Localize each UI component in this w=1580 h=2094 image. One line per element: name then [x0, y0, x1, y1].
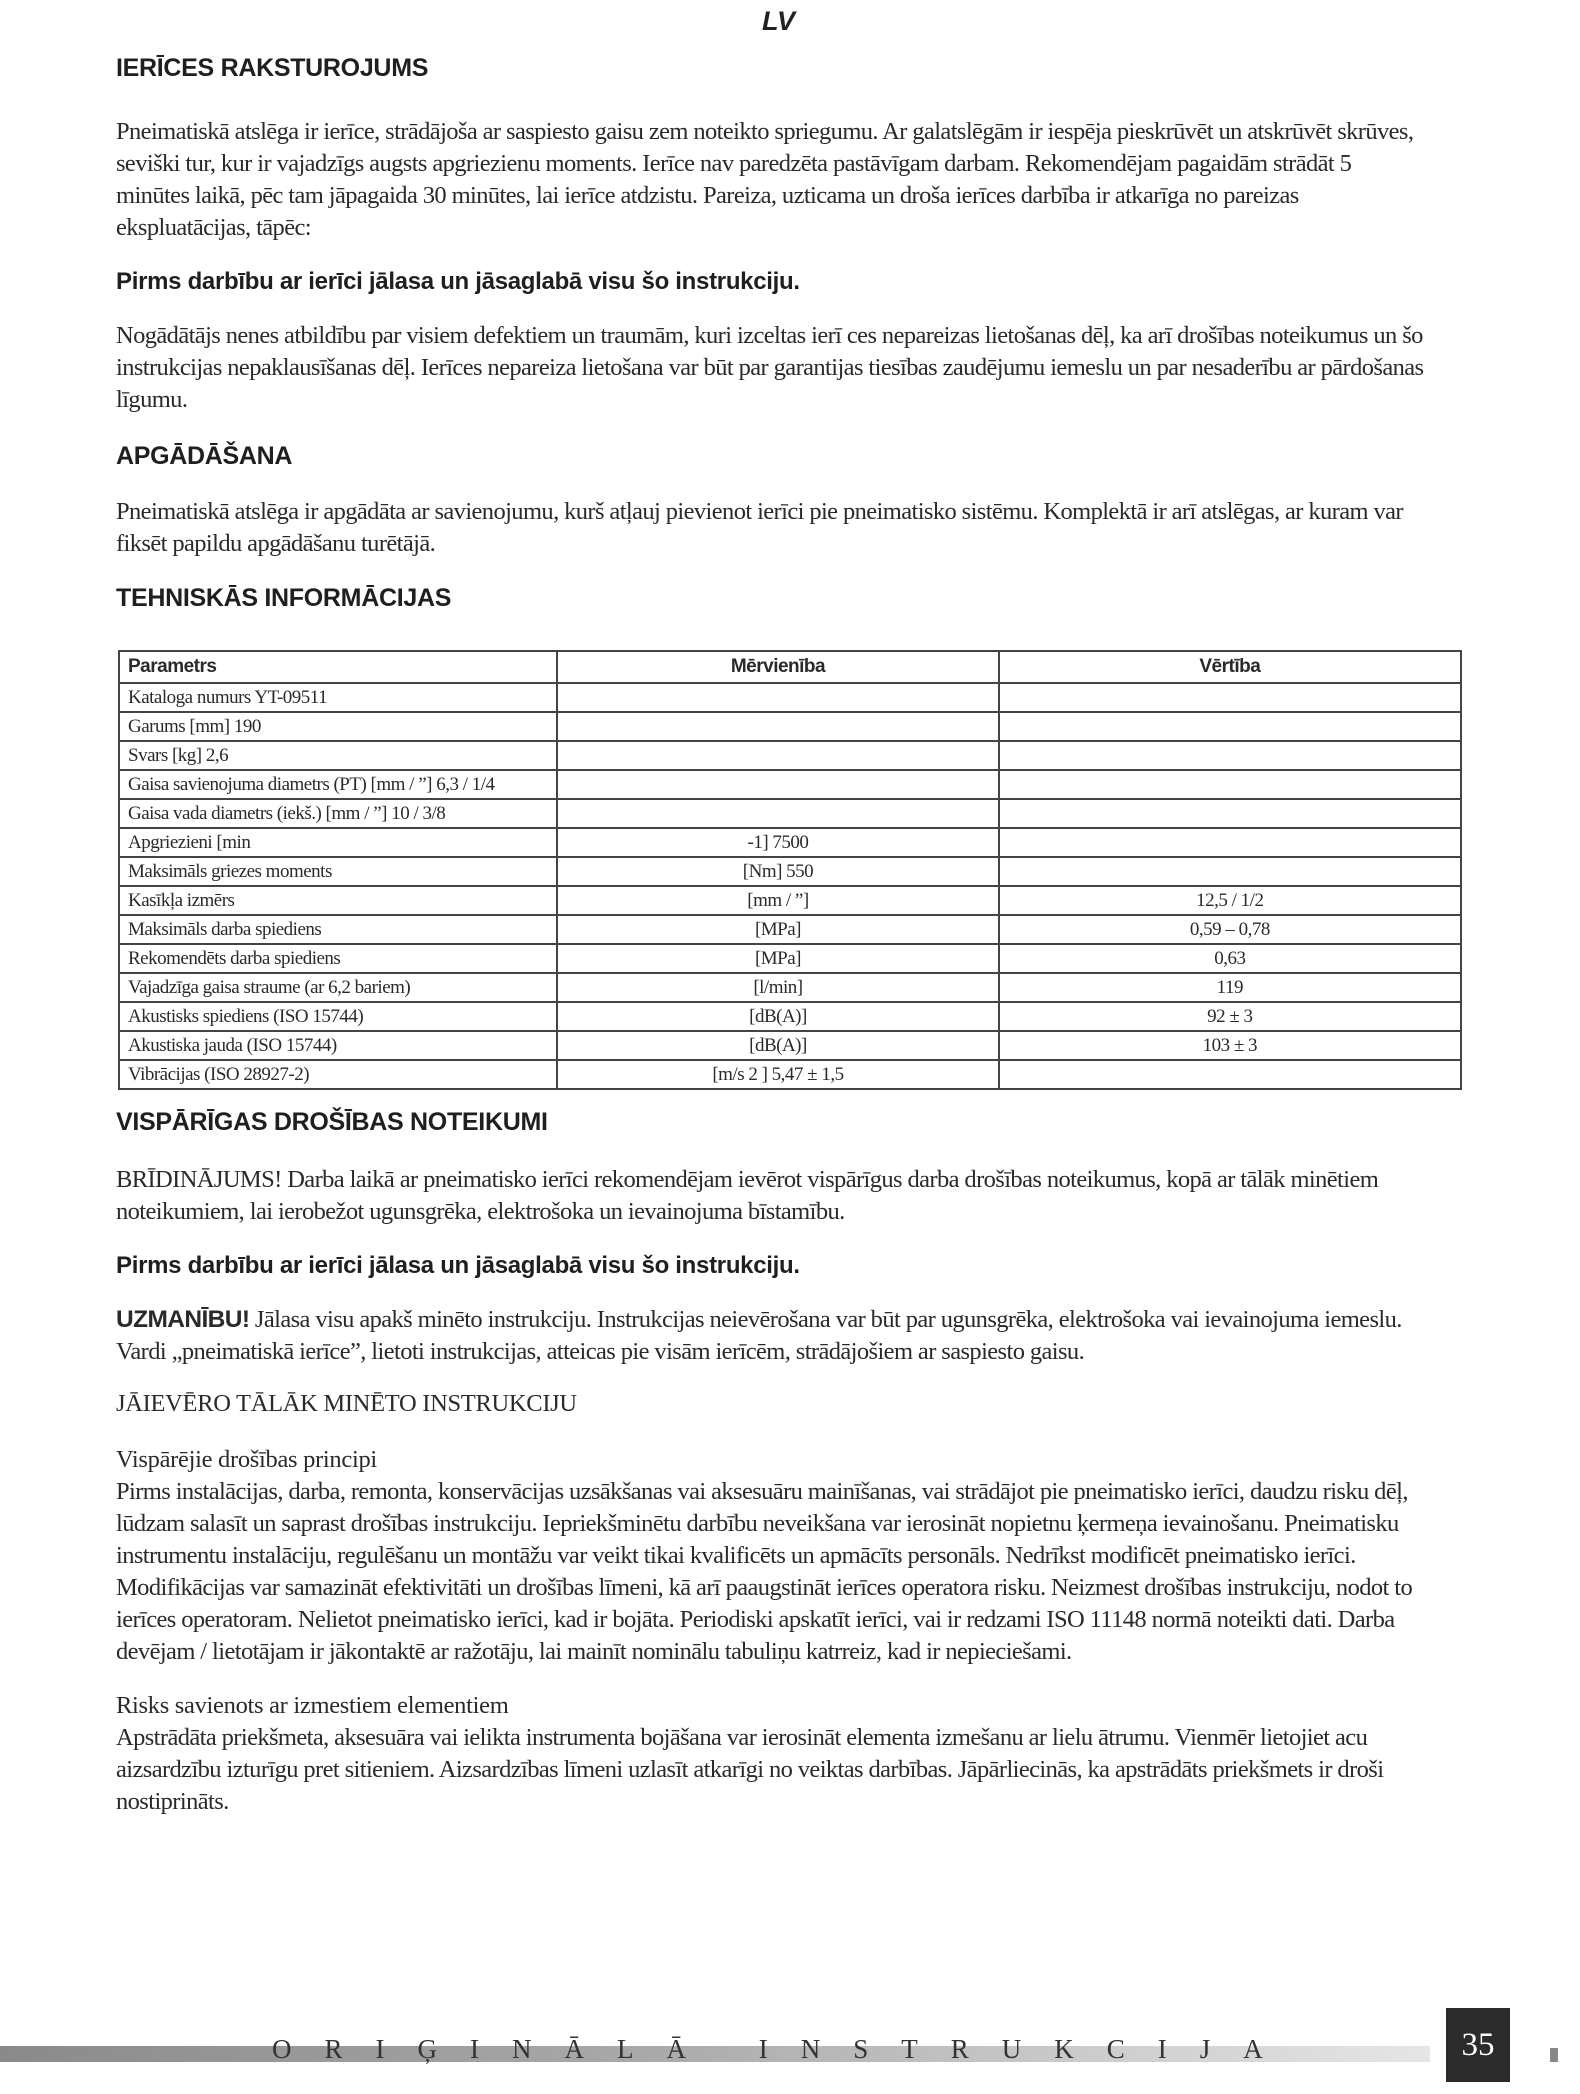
table-cell-unit: [dB(A)] [557, 1002, 998, 1031]
table-cell-unit: [Nm] 550 [557, 857, 998, 886]
equipment-paragraph: Pneimatiskā atslēga ir apgādāta ar savienojumu, kurš atļauj pievienot ierīci pie pneimatisko sistēmu. Komplektā ir arī atslēgas, ar kuram var fiksēt papildu apgādāšanu turētājā. [116, 498, 1403, 557]
table-cell-value: 119 [999, 973, 1461, 1002]
table-header-row [119, 651, 1461, 683]
table-cell-parameter: Rekomendēts darba spiediens [119, 944, 557, 973]
table-row [119, 741, 1461, 770]
table-cell-parameter: Maksimāls griezes moments [119, 857, 557, 886]
attention-text: Jālasa visu apakš minēto instrukciju. Instrukcijas neievērošana var būt par ugunsgrēka, elektrošoka vai ievainojuma iemeslu. Vardi „pneimatiskā ierīce”, lietoti instrukcijas, atteicas pie visām ierīcēm, strādājošiem ar saspiesto gaisu. [116, 1306, 1402, 1365]
table-cell-unit: [dB(A)] [557, 1031, 998, 1060]
footer-edge-mark [1550, 2048, 1558, 2062]
section-heading-safety: VISPĀRĪGAS DROŠĪBAS NOTEIKUMI [116, 1108, 548, 1136]
table-cell-unit [557, 683, 998, 712]
table-cell-value [999, 799, 1461, 828]
section-heading-technical: TEHNISKĀS INFORMĀCIJAS [116, 584, 452, 612]
table-cell-unit: [MPa] [557, 915, 998, 944]
table-row [119, 886, 1461, 915]
table-cell-value [999, 857, 1461, 886]
table-row [119, 1060, 1461, 1089]
principles-paragraph: Pirms instalācijas, darba, remonta, konservācijas uzsākšanas vai aksesuāru mainīšanas, vai strādājot pie pneimatisko ierīci, daudzu risku dēļ, lūdzam salasīt un saprast drošības instrukciju. Iepriekšminētu darbību neveikšana var ierosināt nopietnu ķermeņa ievainošanu. Pneimatisku instrumentu instalāciju, regulēšanu un montāžu var veikt tikai kvalificēts un apmācīts personāls. Nedrīkst modificēt pneimatisko ierīci. Modifikācijas var samazināt efektivitāti un drošības līmeni, kā arī paaugstināt ierīces operatora risku. Neizmest drošības instrukciju, nodot to ierīces operatoram. Nelietot pneimatisko ierīci, kad ir bojāta. Periodiski apskatīt ierīci, vai ir redzami ISO 11148 normā noteikti dati. Darba devējam / lietotājam ir jākontaktē ar ražotāju, lai mainīt nominālu tabuliņu katrreiz, kad ir nepieciešami. [116, 1478, 1413, 1665]
table-cell-parameter: Gaisa savienojuma diametrs (PT) [mm / ”] 6,3 / 1/4 [119, 770, 557, 799]
table-cell-parameter: Gaisa vada diametrs (iekš.) [mm / ”] 10 / 3/8 [119, 799, 557, 828]
characteristics-paragraph: Pneimatiskā atslēga ir ierīce, strādājoša ar saspiesto gaisu zem noteikto spriegumu. Ar galatslēgām ir iespēja pieskrūvēt un atskrūvēt skrūves, seviški tur, kur ir vajadzīgs augsts apgriezienu moments. Ierīce nav paredzēta pastāvīgam darbam. Rekomendējam pagaidām strādāt 5 minūtes laikā, pēc tam jāpagaida 30 minūtes, lai ierīce atdzistu. Pareiza, uzticama un droša ierīces darbība ir atkarīga no pareizas ekspluatācijas, tāpēc: [116, 118, 1414, 241]
table-cell-parameter: Kasīkļa izmērs [119, 886, 557, 915]
table-cell-value [999, 828, 1461, 857]
characteristics-bold-note: Pirms darbību ar ierīci jālasa un jāsaglabā visu šo instrukciju. [116, 268, 800, 295]
table-cell-unit [557, 741, 998, 770]
table-cell-value: 0,63 [999, 944, 1461, 973]
table-row [119, 828, 1461, 857]
section-heading-equipment: APGĀDĀŠANA [116, 442, 293, 470]
table-cell-unit [557, 770, 998, 799]
liability-paragraph: Nogādātājs nenes atbildību par visiem defektiem un traumām, kuri izceltas ierī ces nepareizas lietošanas dēļ, ka arī drošības noteikumus un šo instrukcijas nepaklausīšanas dēļ. Ierīces nepareiza lietošana var būt par garantijas tiesības zaudējumu iemeslu un par nesaderību ar pārdošanas līgumu. [116, 322, 1424, 413]
header-parameter: Parametrs [119, 651, 557, 683]
table-cell-value [999, 712, 1461, 741]
table-cell-parameter: Vibrācijas (ISO 28927-2) [119, 1060, 557, 1089]
attention-paragraph [116, 1304, 1426, 1368]
table-cell-unit: [mm / ”] [557, 886, 998, 915]
table-cell-value: 12,5 / 1/2 [999, 886, 1461, 915]
table-cell-parameter: Svars [kg] 2,6 [119, 741, 557, 770]
table-cell-unit: [m/s 2 ] 5,47 ± 1,5 [557, 1060, 998, 1089]
safety-warning-paragraph: BRĪDINĀJUMS! Darba laikā ar pneimatisko ierīci rekomendējam ievērot vispārīgus darba drošības noteikumus, kopā ar tālāk minētiem noteikumiem, lai ierobežot ugunsgrēka, elektrošoka un ievainojuma bīstamību. [116, 1166, 1379, 1225]
table-cell-unit [557, 799, 998, 828]
follow-instructions-heading: JĀIEVĒRO TĀLĀK MINĒTO INSTRUKCIJU [116, 1390, 577, 1417]
table-cell-parameter: Garums [mm] 190 [119, 712, 557, 741]
table-cell-parameter: Vajadzīga gaisa straume (ar 6,2 bariem) [119, 973, 557, 1002]
table-cell-parameter: Maksimāls darba spiediens [119, 915, 557, 944]
table-row [119, 770, 1461, 799]
language-code: LV [762, 6, 796, 36]
table-cell-unit: [MPa] [557, 944, 998, 973]
attention-label: UZMANĪBU! [116, 1306, 250, 1333]
safety-bold-note: Pirms darbību ar ierīci jālasa un jāsaglabā visu šo instrukciju. [116, 1252, 800, 1279]
table-row [119, 1031, 1461, 1060]
table-row [119, 683, 1461, 712]
table-cell-value [999, 1060, 1461, 1089]
header-unit: Mērvienība [557, 651, 998, 683]
table-cell-value: 92 ± 3 [999, 1002, 1461, 1031]
table-row [119, 1002, 1461, 1031]
table-cell-value: 0,59 – 0,78 [999, 915, 1461, 944]
table-cell-value: 103 ± 3 [999, 1031, 1461, 1060]
table-cell-value [999, 683, 1461, 712]
table-row [119, 973, 1461, 1002]
table-cell-parameter: Akustisks spiediens (ISO 15744) [119, 1002, 557, 1031]
footer-title: ORIĢINĀLĀ INSTRUKCIJA [272, 2034, 1296, 2064]
table-row [119, 944, 1461, 973]
table-cell-parameter: Kataloga numurs YT-09511 [119, 683, 557, 712]
table-row [119, 857, 1461, 886]
principles-title: Vispārējie drošības principi [116, 1446, 377, 1473]
table-cell-unit: -1] 7500 [557, 828, 998, 857]
table-cell-unit [557, 712, 998, 741]
header-value: Vērtība [999, 651, 1461, 683]
document-body [116, 50, 1426, 1818]
risk-paragraph: Apstrādāta priekšmeta, aksesuāra vai ielikta instrumenta bojāšana var ierosināt elementa izmešanu ar lielu ātrumu. Vienmēr lietojiet acu aizsardzību izturīgu pret sitieniem. Aizsardzības līmeni uzlasīt atkarīgi no veiktas darbības. Jāpārliecinās, ka apstrādāts priekšmets ir droši nostiprināts. [116, 1724, 1384, 1815]
table-cell-value [999, 741, 1461, 770]
page-number: 35 [1446, 2008, 1510, 2082]
table-cell-parameter: Akustiska jauda (ISO 15744) [119, 1031, 557, 1060]
table-row [119, 915, 1461, 944]
technical-data-table [118, 650, 1462, 1090]
table-cell-value [999, 770, 1461, 799]
risk-title: Risks savienots ar izmestiem elementiem [116, 1692, 509, 1719]
table-cell-parameter: Apgriezieni [min [119, 828, 557, 857]
table-row [119, 799, 1461, 828]
table-cell-unit: [l/min] [557, 973, 998, 1002]
section-heading-characteristics: IERĪCES RAKSTUROJUMS [116, 54, 429, 82]
table-row [119, 712, 1461, 741]
